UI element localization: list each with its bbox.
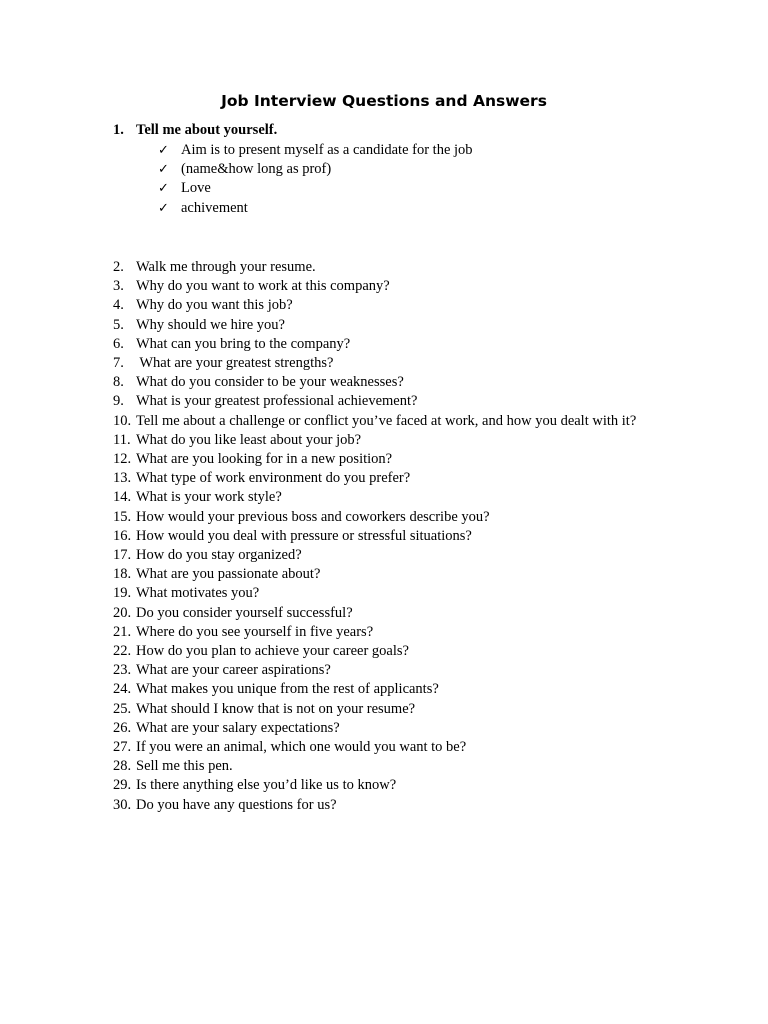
checkmark-icon: ✓ [158,143,169,158]
question-text: Tell me about a challenge or conflict you’ve faced at work, and how you dealt with it? [136,412,637,429]
answer-note [158,141,473,160]
question-number: 26. [113,719,132,736]
question-text: How do you stay organized? [136,547,302,564]
question-number: 13. [113,470,132,487]
questions-list [113,258,636,815]
question-text: Sell me this pen. [136,758,233,775]
question-text: Where do you see yourself in five years? [136,623,374,640]
question-number: 24. [113,681,132,698]
question-number: 11. [113,431,131,448]
question-text: How would you deal with pressure or stressful situations? [136,527,472,544]
question-number: 9. [113,393,124,410]
question-item [113,776,636,795]
question-item [113,757,636,776]
question-text: What is your work style? [136,489,282,506]
question-text: Why do you want this job? [136,297,293,314]
question-item [113,680,636,699]
question-text: How would your previous boss and coworkers describe you? [136,508,490,525]
question-number: 18. [113,566,132,583]
question-text: What can you bring to the company? [136,335,351,352]
question-item [113,700,636,719]
answer-note-text: (name&how long as prof) [181,161,332,178]
question-text: What are your career aspirations? [136,662,331,679]
question-number: 5. [113,316,124,333]
question-item [113,508,636,527]
question-item-1 [113,121,277,140]
question-text: What motivates you? [136,585,260,602]
question-item [113,661,636,680]
question-text: Why should we hire you? [136,316,285,333]
question-item [113,469,636,488]
question-item [113,546,636,565]
question-item [113,796,636,815]
question-text: Why do you want to work at this company? [136,278,390,295]
question-text: Tell me about yourself. [136,122,278,138]
question-number: 10. [113,412,132,429]
question-item [113,527,636,546]
question-item [113,738,636,757]
question-number: 28. [113,758,132,775]
question-number: 8. [113,374,124,391]
question-item [113,296,636,315]
question-item [113,258,636,277]
question-item [113,277,636,296]
question-text: What do you like least about your job? [136,431,362,448]
answer-note-text: Aim is to present myself as a candidate for the job [181,142,473,158]
question-text: Is there anything else you’d like us to know? [136,777,397,794]
answer-note [158,199,473,218]
question-text: What type of work environment do you prefer? [136,470,411,487]
question-item [113,373,636,392]
question-number: 3. [113,278,124,295]
question-item [113,642,636,661]
question-text: How do you plan to achieve your career goals? [136,643,409,660]
question-text: What are you passionate about? [136,566,321,583]
question-number: 30. [113,796,132,813]
question-number: 15. [113,508,132,525]
question-item [113,392,636,411]
question-item [113,604,636,623]
checkmark-icon: ✓ [158,162,169,178]
question-number: 16. [113,527,132,544]
question-text: What are you looking for in a new position? [136,451,393,468]
question-text: If you were an animal, which one would you want to be? [136,739,467,756]
answer-note-text: Love [181,180,211,197]
question-number: 20. [113,604,132,621]
question-number: 4. [113,297,124,314]
question-number: 27. [113,739,132,756]
question-item [113,335,636,354]
question-item [113,412,636,431]
question-item [113,623,636,642]
question-number: 17. [113,547,132,564]
question-text: Walk me through your resume. [136,259,316,275]
question-item [113,488,636,507]
question-number: 6. [113,335,124,352]
question-item [113,450,636,469]
question-text: Do you consider yourself successful? [136,604,353,621]
question-number: 19. [113,585,132,602]
answer-note [158,179,473,198]
question-number: 2. [113,259,124,275]
question-number: 22. [113,643,132,660]
question-item [113,565,636,584]
question-number: 14. [113,489,132,506]
checkmark-icon: ✓ [158,200,169,216]
answer-note-text: achivement [181,199,248,216]
question-text: What makes you unique from the rest of applicants? [136,681,439,698]
answer-note [158,160,473,179]
question-text: What are your salary expectations? [136,719,340,736]
question-text: What do you consider to be your weaknesses? [136,374,404,391]
answer-notes-list [158,141,473,218]
question-number: 23. [113,662,132,679]
checkmark-icon: ✓ [158,181,169,197]
question-text: Do you have any questions for us? [136,796,337,813]
question-item [113,719,636,738]
question-number: 1. [113,122,124,138]
question-number: 12. [113,451,132,468]
question-number: 29. [113,777,132,794]
question-item [113,584,636,603]
question-number: 25. [113,700,132,717]
question-item [113,316,636,335]
question-number: 21. [113,623,132,640]
question-text: What are your greatest strengths? [136,355,334,372]
question-item [113,354,636,373]
question-text: What should I know that is not on your resume? [136,700,416,717]
question-number: 7. [113,355,124,372]
question-text: What is your greatest professional achievement? [136,393,418,410]
page-title: Job Interview Questions and Answers [221,92,547,110]
question-item [113,431,636,450]
